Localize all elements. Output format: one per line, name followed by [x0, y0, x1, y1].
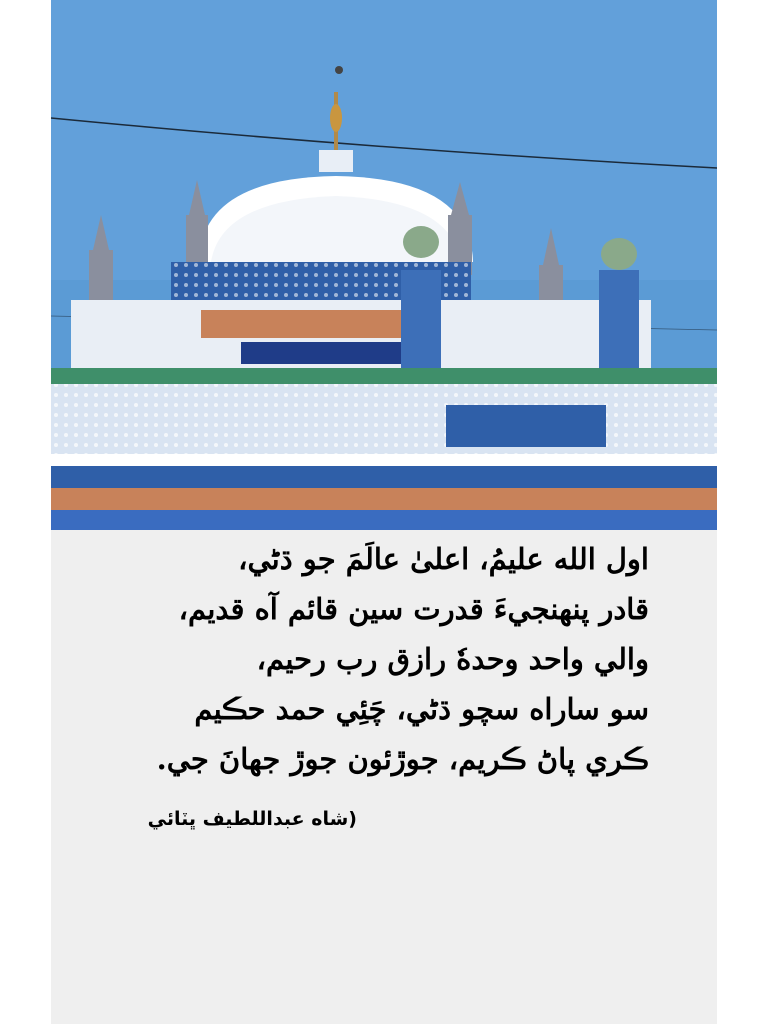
verse-line-3: والي واحد وحدهٗ رازق رب رحيم،	[256, 642, 649, 676]
shrine-dome-icon	[51, 0, 717, 530]
verse-line-1: اول الله عليمُ، اعلىٰ عالَمَ جو ڌڻي،	[238, 542, 649, 576]
verse-line-5: ڪري پاڻ ڪريم، جوڙئون جوڙ جهانَ جي.	[156, 742, 649, 776]
verse-block	[51, 530, 717, 1024]
shrine-photo	[51, 0, 717, 530]
verse-line-2: قادر پنهنجيءَ قدرت سين قائم آه قديم،	[178, 592, 649, 626]
verse-line-4: سو ساراه سچو ڌڻي، چَئِي حمد حڪيم	[194, 692, 649, 726]
attribution: (شاه عبداللطيف ڀٽائي	[147, 808, 357, 830]
page	[51, 0, 717, 1024]
